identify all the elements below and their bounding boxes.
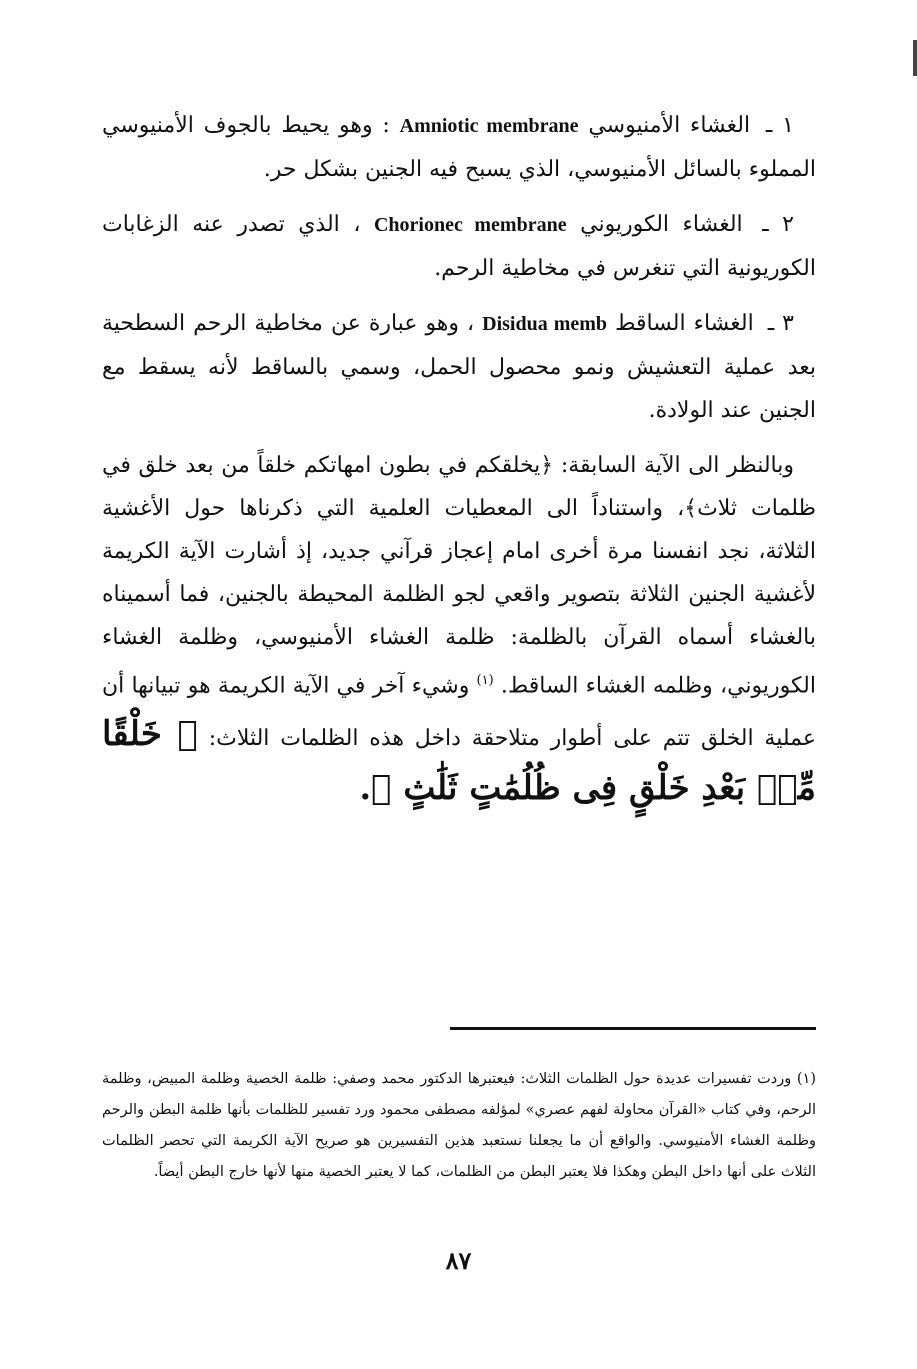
paragraph-chorion (102, 203, 816, 290)
footnote-reference: (١) (476, 673, 494, 688)
paragraph-amniotic (102, 104, 816, 191)
item-number: ٢ ـ (762, 212, 794, 237)
latin-term: Chorionec membrane (373, 214, 567, 236)
item-term: الغشاء الكوريوني (580, 212, 743, 237)
item-number: ٣ ـ (767, 311, 794, 336)
footnote (102, 1064, 816, 1188)
item-term: الغشاء الساقط (615, 311, 754, 336)
latin-term: Disidua memb (482, 313, 608, 335)
item-term: الغشاء الأمنيوسي (588, 113, 751, 138)
item-number: ١ ـ (765, 113, 794, 138)
item-description: : وهو يحيط بالجوف الأمنيوسي المملوء بالسائل الأمنيوسي، الذي يسبح فيه الجنين بشكل حر. (102, 113, 816, 182)
interpretation-text: وبالنظر الى الآية السابقة: ﴿يخلقكم في بطون امهاتكم خلقاً من بعد خلق في ظلمات ثلاث﴾، واستناداً الى المعطيات العلمية التي ذكرناها حول الأغشية الثلاثة، نجد انفسنا مرة أخرى امام إعجاز قرآني جديد، إذ أشارت الآية الكريمة لأغشية الجنين الثلاثة بتصوير واقعي لجو الظلمة المحيطة بالجنين، فما أسميناه بالغشاء أسماه القرآن بالظلمة: ظلمة الغشاء الأمنيوسي، وظلمة الغشاء الكوريوني، وظلمه الغشاء الساقط. (102, 453, 816, 699)
paragraph-interpretation (102, 444, 816, 815)
scan-edge-mark (913, 40, 917, 76)
quran-verse: ﴿ خَلْقًا مِّنۢ بَعْدِ خَلْقٍ فِى ظُلُمَٰتٍ ثَلَٰثٍ ﴾. (102, 714, 816, 809)
item-description: ، وهو عبارة عن مخاطية الرحم السطحية بعد عملية التعشيش ونمو محصول الحمل، وسمي بالساقط لأنه يسقط مع الجنين عند الولادة. (102, 311, 816, 423)
interpretation-text-continued: وشيء آخر في الآية الكريمة هو تبيانها أن عملية الخلق تتم على أطوار متلاحقة داخل هذه الظلمات الثلاث: (102, 673, 816, 752)
paragraph-decidua (102, 302, 816, 432)
main-text (102, 104, 816, 827)
page-number: ٨٧ (445, 1246, 472, 1275)
footnote-text: (١) وردت تفسيرات عديدة حول الظلمات الثلاث: فيعتبرها الدكتور محمد وصفي: ظلمة الخصية وظلمة المبيض، وظلمة الرحم، وفي كتاب «القرآن محاولة لفهم عصري» لمؤلفه مصطفى محمود ورد تفسير للظلمات بأنها ظلمة البطن والرحم وظلمة الغشاء الأمنيوسي. والواقع أن ما يجعلنا نستعبد هذين التفسيرين هو صريح الآية الكريمة التي تحصر الظلمات الثلاث على أنها داخل البطن وهكذا فلا يعتبر البطن من الظلمات، كما لا يعتبر الخصية منها لأنها خارج البطن أيضاً. (102, 1071, 816, 1180)
item-description: ، الذي تصدر عنه الزغابات الكوريونية التي تنغرس في مخاطية الرحم. (102, 212, 816, 281)
footnote-divider (450, 1027, 816, 1030)
latin-term: Amniotic membrane (399, 115, 579, 137)
